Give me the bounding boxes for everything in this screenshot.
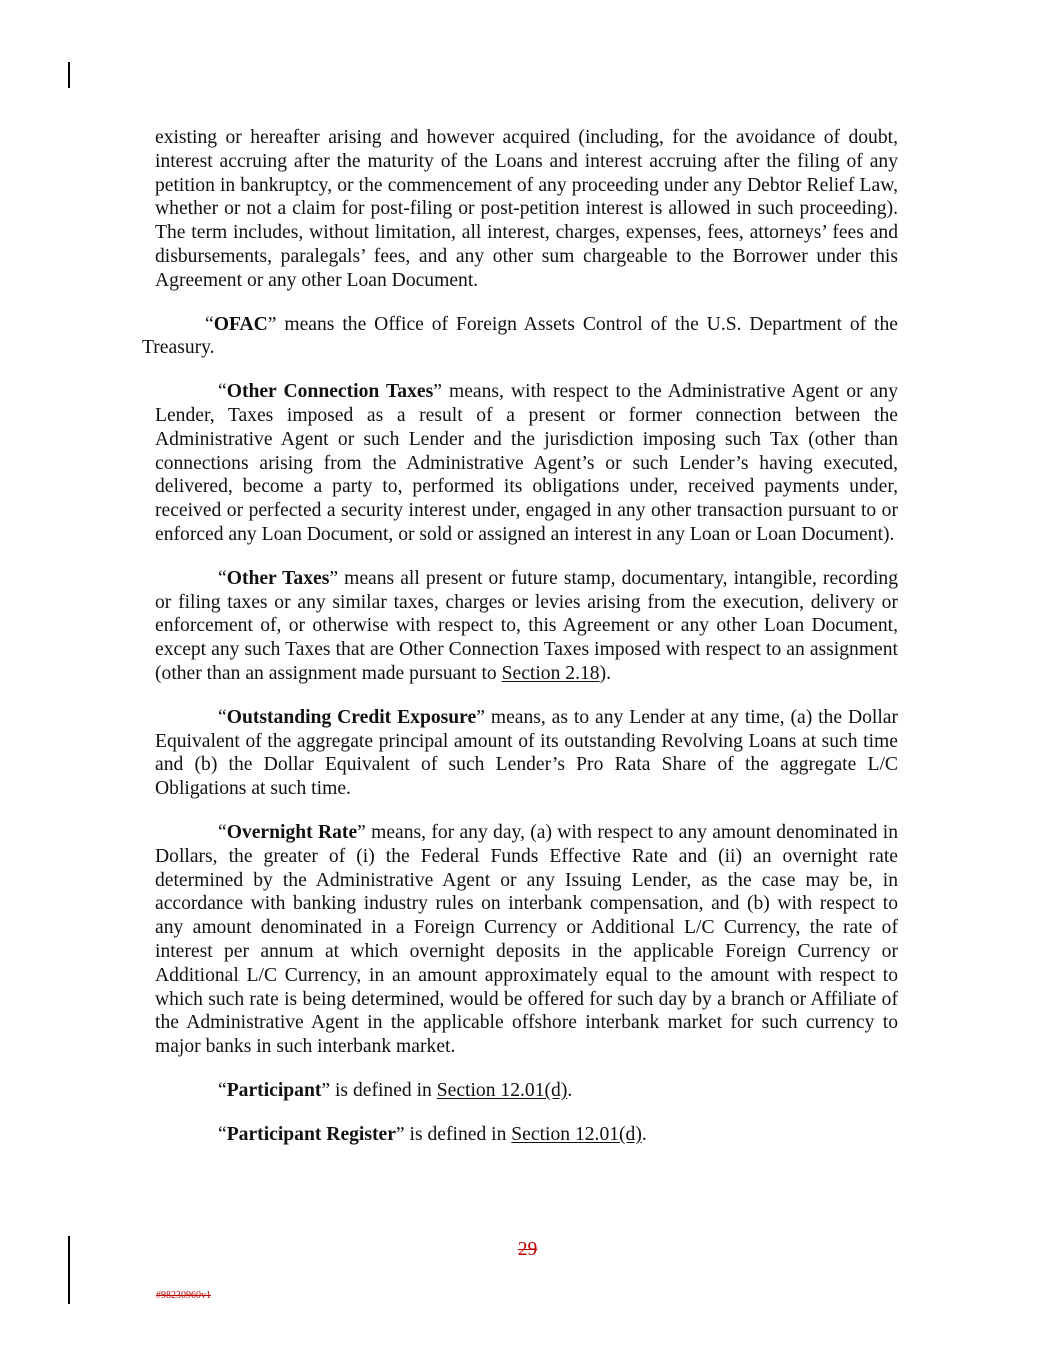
definition-ofac: “OFAC” means the Office of Foreign Assets Control of the U.S. Department of the Treasury.: [142, 313, 898, 359]
definition-participant-register: “Participant Register” is defined in Section 12.01(d).: [218, 1123, 647, 1145]
defined-term: Overnight Rate: [226, 821, 358, 843]
definition-outstanding-credit-exposure: “Outstanding Credit Exposure” means, as to any Lender at any time, (a) the Dollar Equivalent of the aggregate principal amount of its outstanding Revolving Loans at such time and (b) the Dollar Equivalent of such Lender’s Pro Rata Share of the aggregate L/C Obligations at such time.: [155, 706, 899, 800]
section-reference: Section 12.01(d): [511, 1123, 642, 1145]
section-reference: Section 2.18: [501, 662, 600, 684]
defined-term: Other Taxes: [226, 567, 330, 589]
intro-paragraph: existing or hereafter arising and however acquired (including, for the avoidance of doubt, interest accruing after the maturity of the Loans and interest accruing after the filing of any petition in bankruptcy, or the commencement of any proceeding under any Debtor Relief Law, whether or not a claim for post-filing or post-petition interest is allowed in such proceeding). The term includes, without limitation, all interest, charges, expenses, fees, attorneys’ fees and disbursements, paralegals’ fees, and any other sum chargeable to the Borrower under this Agreement or any other Loan Document.: [155, 127, 898, 291]
definition-other-connection-taxes: “Other Connection Taxes” means, with respect to the Administrative Agent or any Lender, Taxes imposed as a result of a present or former connection between the Administrative Agent or such Lender and the jurisdiction imposing such Tax (other than connections arising from the Administrative Agent’s or such Lender’s having executed, delivered, become a party to, performed its obligations under, received payments under, received or perfected a security interest under, engaged in any other transaction pursuant to or enforced any Loan Document, or sold or assigned an interest in any Loan or Loan Document).: [155, 381, 898, 545]
document-body: [142, 126, 899, 1166]
definition-participant: “Participant” is defined in Section 12.01(d).: [218, 1079, 573, 1101]
defined-term: Participant Register: [226, 1123, 396, 1145]
defined-term: Participant: [226, 1079, 322, 1101]
page-number: 29: [517, 1239, 538, 1260]
definition-other-taxes: “Other Taxes” means all present or future stamp, documentary, intangible, recording or filing taxes or any similar taxes, charges or levies arising from the execution, delivery or enforcement of, or otherwise with respect to, this Agreement or any other Loan Document, except any such Taxes that are Other Connection Taxes imposed with respect to an assignment (other than an assignment made pursuant to Section 2.18).: [155, 567, 898, 684]
document-id: #98230960v1: [156, 1290, 211, 1301]
defined-term: OFAC: [213, 313, 268, 335]
definition-overnight-rate: “Overnight Rate” means, for any day, (a) with respect to any amount denominated in Dollars, the greater of (i) the Federal Funds Effective Rate and (ii) an overnight rate determined by the Administrative Agent or any Issuing Lender, as the case may be, in accordance with banking industry rules on interbank compensation, and (b) with respect to any amount denominated in a Foreign Currency or Additional L/C Currency, the rate of interest per annum at which overnight deposits in the applicable Foreign Currency or Additional L/C Currency, in an amount approximately equal to the amount with respect to which such rate is being determined, would be offered for such day by a branch or Affiliate of the Administrative Agent in the applicable offshore interbank market for such currency to major banks in such interbank market.: [155, 821, 898, 1058]
section-reference: Section 12.01(d): [436, 1079, 568, 1101]
change-bar-top: [68, 62, 70, 88]
defined-term: Other Connection Taxes: [226, 381, 434, 403]
defined-term: Outstanding Credit Exposure: [226, 706, 477, 728]
